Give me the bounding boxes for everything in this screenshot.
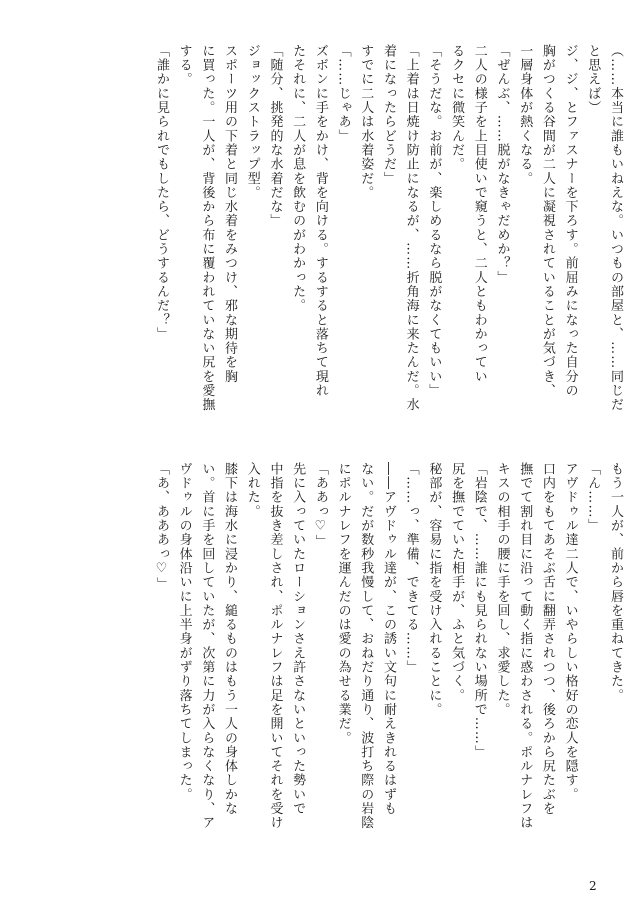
text-line: ジ、ジ、とファスナーを下ろす。前屈みになった自分の bbox=[562, 44, 578, 398]
text-line: にポルナレフを運んだのは愛の為せる業だ。 bbox=[335, 462, 351, 745]
text-line: 「ん……」 bbox=[585, 462, 601, 533]
text-line: 着になったらどうだ」 bbox=[380, 44, 396, 186]
text-line: に買った。一人が、背後から布に覆われていない尻を愛撫 bbox=[199, 44, 215, 412]
text-line: 一層身体が熱くなる。 bbox=[517, 44, 533, 186]
lower-text-block bbox=[6, 462, 626, 850]
text-line: 尻を撫でていた相手が、ふと気づく。 bbox=[449, 462, 465, 703]
text-line: 先に入っていたローションさえ許さないといった勢いで bbox=[290, 462, 306, 816]
text-line: 「あ、あああっ♡」 bbox=[153, 462, 169, 592]
text-line: キスの相手の腰に手を回し、求愛した。 bbox=[494, 462, 510, 717]
text-line: 「ああっ♡」 bbox=[312, 462, 328, 549]
text-line: 胸がつくる谷間が二人に凝視されていることが気づき、 bbox=[539, 44, 555, 398]
text-line: ない。だが数秒我慢して、おねだり通り、波打ち際の岩陰 bbox=[358, 462, 374, 830]
text-line: 入れた。 bbox=[244, 462, 260, 519]
text-line: るクセに微笑んだ。 bbox=[449, 44, 465, 172]
text-line: 「……じゃあ」 bbox=[335, 44, 351, 144]
text-line: （……本当に誰もいねえな。いつもの部屋と、……同じだ bbox=[608, 44, 623, 412]
text-line: スポーツ用の下着と同じ水着をみつけ、邪な期待を胸 bbox=[222, 44, 238, 384]
text-line: い。首に手を回していたが、次第に力が入らなくなり、ア bbox=[199, 462, 215, 830]
text-line: アヴドゥル達二人で、いやらしい格好の恋人を隠す。 bbox=[562, 462, 578, 802]
text-line: 撫でて割れ目に沿って動く指に惑わされる。ポルナレフは bbox=[517, 462, 533, 830]
text-line: 中指を抜き差しされ、ポルナレフは足を開いてそれを受け bbox=[267, 462, 283, 830]
text-line: たそれに、二人が息を飲むのがわかった。 bbox=[290, 44, 306, 313]
text-line: 「そうだな。お前が、楽しめるなら脱がなくてもいい」 bbox=[426, 44, 442, 398]
text-line: 「上着は日焼け防止になるが、……折角海に来たんだ。水 bbox=[403, 44, 419, 412]
text-line: 口内をもてあそぶ舌に翻弄されつつ、後ろから尻たぶを bbox=[539, 462, 555, 816]
text-line: と思えば） bbox=[585, 44, 601, 115]
text-line: 「岩陰で、……誰にも見られない場所で……」 bbox=[471, 462, 487, 760]
text-line: 「ぜんぶ、……脱がなきゃだめか？」 bbox=[494, 44, 510, 285]
text-line: 「誰かに見られでもしたら、どうするんだ？」 bbox=[153, 44, 169, 342]
text-line: ――アヴドゥル達が、この誘い文句に耐えきれるはずも bbox=[380, 462, 396, 816]
text-line: 膝下は海水に浸かり、縋るものはもう一人の身体しかな bbox=[222, 462, 238, 816]
text-line: 二人の様子を上目使いで窺うと、二人ともわかってい bbox=[471, 44, 487, 384]
text-line: ジョックストラップ型。 bbox=[244, 44, 260, 200]
text-line: もう一人が、前から唇を重ねてきた。 bbox=[608, 462, 623, 703]
text-line: ズボンに手をかけ、背を向ける。するすると落ちて現れ bbox=[312, 44, 328, 398]
text-line: ヴドゥルの身体沿いに上半身がずり落ちてしまった。 bbox=[176, 462, 192, 802]
text-line: 「随分、挑発的な水着だな」 bbox=[267, 44, 283, 228]
text-line: すでに二人は水着姿だ。 bbox=[358, 44, 374, 200]
upper-text-block bbox=[6, 44, 626, 434]
page-number: 2 bbox=[589, 879, 597, 893]
text-line: 「……っ、準備、できてる……」 bbox=[403, 462, 419, 675]
text-line: する。 bbox=[176, 44, 192, 87]
text-line: 秘部が、容易に指を受け入れることに。 bbox=[426, 462, 442, 717]
